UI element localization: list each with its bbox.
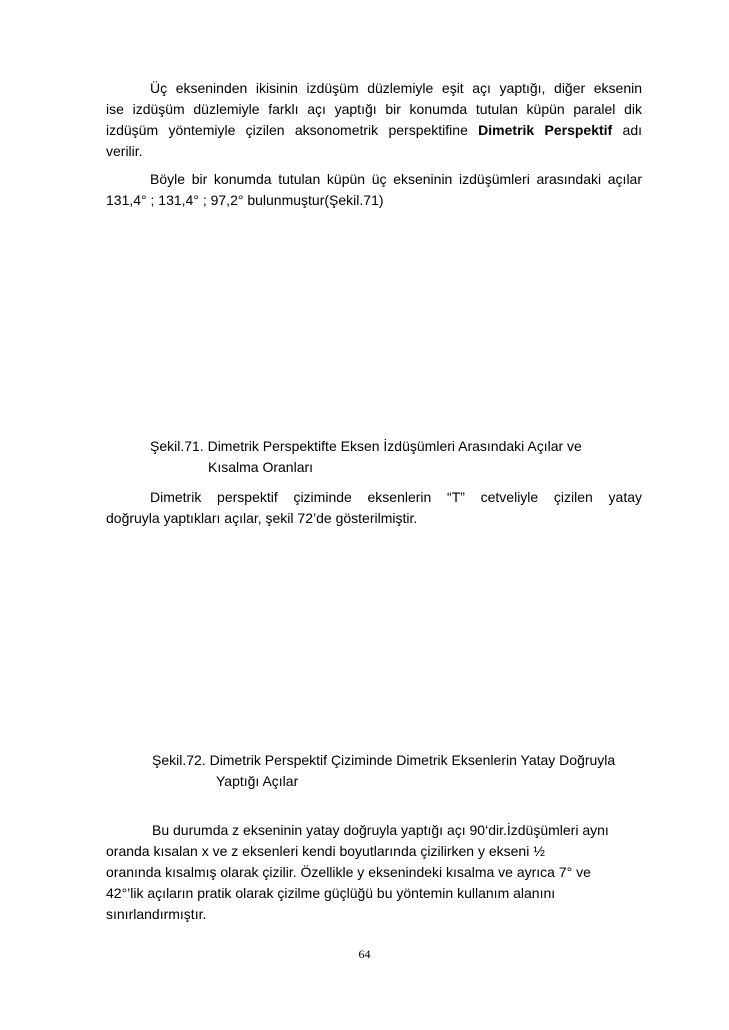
paragraph-1-line-3-text: izdüşüm yöntemiyle çizilen aksonometrik perspektifine: [106, 122, 479, 138]
paragraph-1-line-3-end: adı: [612, 122, 642, 138]
paragraph-2-line-1: Böyle bir konumda tutulan küpün üç ekseninin izdüşümleri arasındaki açılar: [150, 171, 642, 187]
figure-71-area: [106, 218, 642, 430]
paragraph-1-line-2: ise izdüşüm düzlemiyle farklı açı yaptığı bir konumda tutulan küpün paralel dik: [106, 101, 642, 117]
paragraph-4-line-4: 42°’lik açıların pratik olarak çizilme güçlüğü bu yöntemin kullanım alanını: [106, 885, 556, 901]
paragraph-4-line-5: sınırlandırmıştır.: [106, 906, 207, 922]
paragraph-1-line-4: verilir.: [106, 143, 143, 159]
figure-71-caption-line-2: Kısalma Oranları: [208, 459, 314, 475]
paragraph-1-line-3: [106, 120, 642, 141]
figure-72-caption-line-1: Şekil.72. Dimetrik Perspektif Çiziminde Dimetrik Eksenlerin Yatay Doğruyla: [152, 752, 616, 768]
figure-72-area: [106, 536, 642, 744]
page-number: 64: [358, 947, 371, 961]
figure-71-caption-line-1: Şekil.71. Dimetrik Perspektifte Eksen İzdüşümleri Arasındaki Açılar ve: [150, 438, 582, 454]
paragraph-4-line-2: oranda kısalan x ve z eksenleri kendi boyutlarında çizilirken y ekseni ½: [106, 843, 545, 859]
paragraph-3-line-2: doğruyla yaptıkları açılar, şekil 72’de gösterilmiştir.: [106, 510, 418, 526]
paragraph-3-line-1: Dimetrik perspektif çiziminde eksenlerin “T” cetveliyle çizilen yatay: [150, 489, 642, 505]
paragraph-4-line-3: oranında kısalmış olarak çizilir. Özellikle y eksenindeki kısalma ve ayrıca 7° ve: [106, 864, 591, 880]
term-dimetrik-perspektif: Dimetrik Perspektif: [478, 122, 613, 138]
paragraph-2-line-2: 131,4° ; 131,4° ; 97,2° bulunmuştur(Şekil.71): [106, 192, 384, 208]
paragraph-4-line-1: Bu durumda z ekseninin yatay doğruyla yaptığı açı 90‘dir.İzdüşümleri aynı: [152, 822, 609, 838]
figure-72-caption-line-2: Yaptığı Açılar: [216, 773, 299, 789]
paragraph-1-line-1: Üç ekseninden ikisinin izdüşüm düzlemiyle eşit açı yaptığı, diğer eksenin: [150, 80, 642, 96]
